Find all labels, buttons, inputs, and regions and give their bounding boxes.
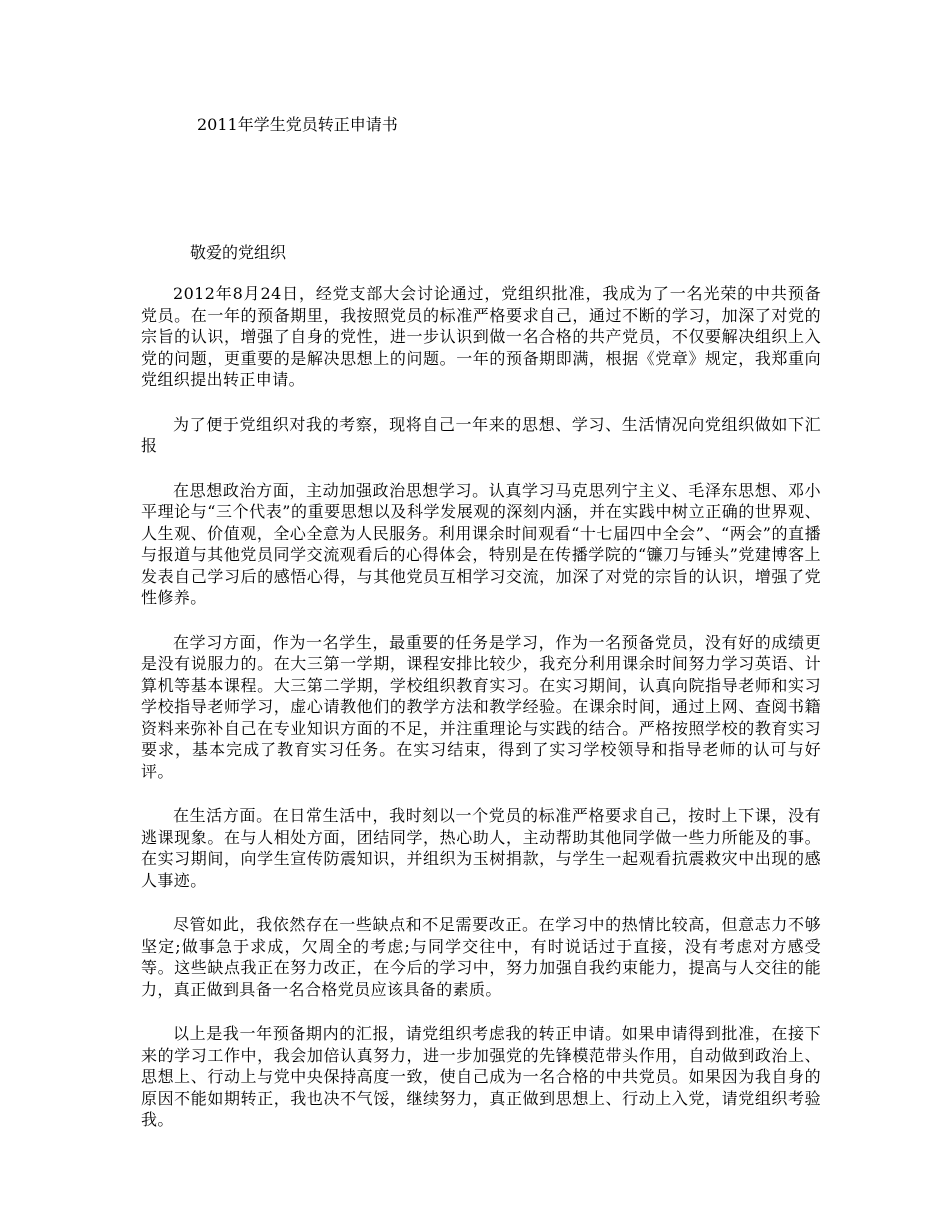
- paragraph-ideology: 在思想政治方面，主动加强政治思想学习。认真学习马克思列宁主义、毛泽东思想、邓小平理论与“三个代表”的重要思想以及科学发展观的深刻内涵，并在实践中树立正确的世界观、人生观、价值观，全心全意为人民服务。利用课余时间观看“十七届四中全会”、“两会”的直播与报道与其他党员同学交流观看后的心得体会，特别是在传播学院的“镰刀与锤头”党建博客上发表自己学习后的感悟心得，与其他党员互相学习交流，加深了对党的宗旨的认识，增强了党性修养。: [141, 480, 821, 607]
- salutation: 敬爱的党组织: [190, 243, 287, 262]
- paragraph-report-intro: 为了便于党组织对我的考察，现将自己一年来的思想、学习、生活情况向党组织做如下汇报: [141, 414, 821, 455]
- paragraph-conclusion: 以上是我一年预备期内的汇报，请党组织考虑我的转正申请。如果申请得到批准，在接下来的学习工作中，我会加倍认真努力，进一步加强党的先锋模范带头作用，自动做到政治上、思想上、行动上与党中央保持高度一致，使自己成为一名合格的中共党员。如果因为我自身的原因不能如期转正，我也决不气馁，继续努力，真正做到思想上、行动上入党，请党组织考验我。: [141, 1024, 821, 1129]
- document-body: [141, 283, 821, 1154]
- paragraph-probation-intro: 2012年8月24日，经党支部大会讨论通过，党组织批准，我成为了一名光荣的中共预备党员。在一年的预备期里，我按照党员的标准严格要求自己，通过不断的学习，加深了对党的宗旨的认识，增强了自身的党性，进一步认识到做一名合格的共产党员，不仅要解决组织上入党的问题，更重要的是解决思想上的问题。一年的预备期即满，根据《党章》规定，我郑重向党组织提出转正申请。: [141, 284, 821, 389]
- paragraph-study: 在学习方面，作为一名学生，最重要的任务是学习，作为一名预备党员，没有好的成绩更是没有说服力的。在大三第一学期，课程安排比较少，我充分利用课余时间努力学习英语、计算机等基本课程。大三第二学期，学校组织教育实习。在实习期间，认真向院指导老师和实习学校指导老师学习，虚心请教他们的教学方法和教学经验。在课余时间，通过上网、查阅书籍资料来弥补自己在专业知识方面的不足，并注重理论与实践的结合。严格按照学校的教育实习要求，基本完成了教育实习任务。在实习结束，得到了实习学校领导和指导老师的认可与好评。: [141, 632, 821, 781]
- paragraph-life: 在生活方面。在日常生活中，我时刻以一个党员的标准严格要求自己，按时上下课，没有逃课现象。在与人相处方面，团结同学，热心助人，主动帮助其他同学做一些力所能及的事。在实习期间，向学生宣传防震知识，并组织为玉树捐款，与学生一起观看抗震救灾中出现的感人事迹。: [141, 806, 821, 890]
- paragraph-shortcomings: 尽管如此，我依然存在一些缺点和不足需要改正。在学习中的热情比较高，但意志力不够坚定;做事急于求成，欠周全的考虑;与同学交往中，有时说话过于直接，没有考虑对方感受等。这些缺点我正在努力改正，在今后的学习中，努力加强自我约束能力，提高与人交往的能力，真正做到具备一名合格党员应该具备的素质。: [141, 915, 821, 999]
- document-title: 2011年学生党员转正申请书: [197, 115, 398, 134]
